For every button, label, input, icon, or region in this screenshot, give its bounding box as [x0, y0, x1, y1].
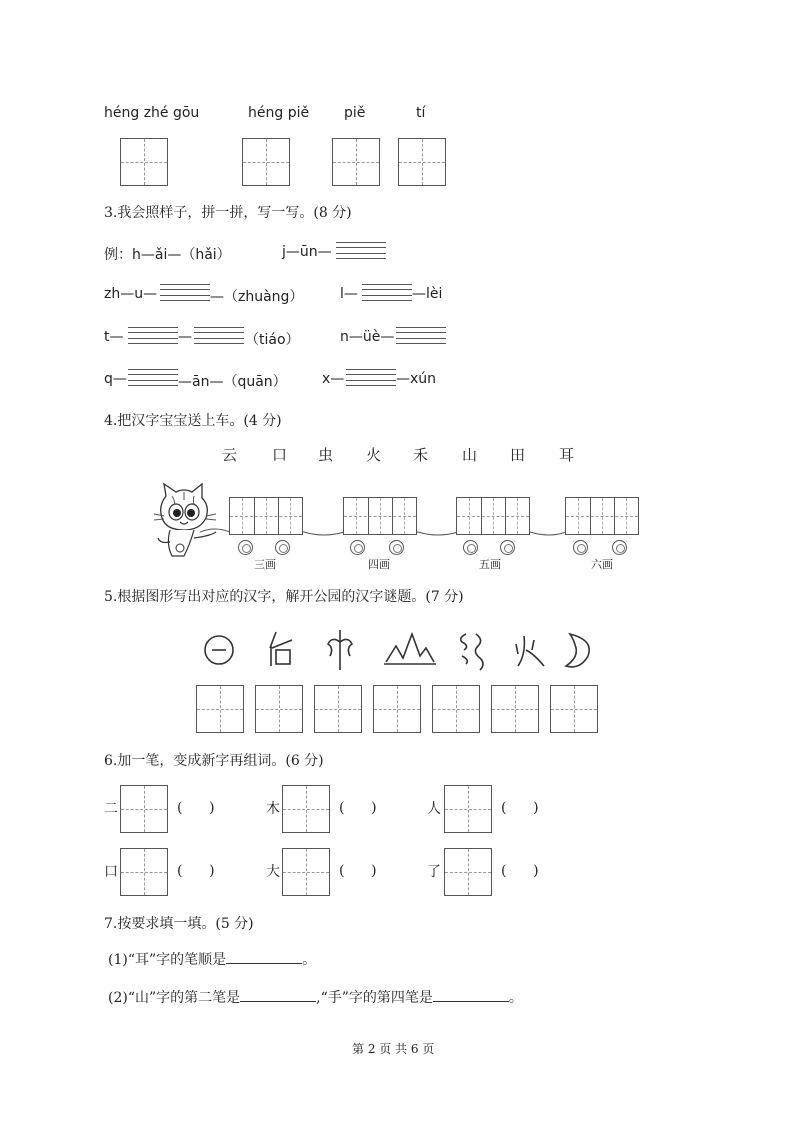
q6-base-char: 口 — [104, 864, 118, 880]
writing-box[interactable] — [491, 685, 539, 733]
q3-item-xun-suffix: —xún — [396, 371, 437, 387]
answer-blank[interactable] — [226, 950, 302, 964]
q3-item-xun-prefix: x— — [322, 371, 345, 387]
writing-box[interactable] — [242, 138, 290, 186]
stone-pictogram-icon — [270, 632, 292, 666]
wheel-icon — [500, 540, 515, 555]
writing-box[interactable] — [282, 785, 330, 833]
wheel-icon — [238, 540, 253, 555]
wagon-label: 三画 — [254, 558, 276, 571]
q6-base-char: 大 — [266, 864, 280, 880]
q6-base-char: 二 — [104, 801, 118, 817]
q3-item-tiao-prefix: t— — [104, 329, 124, 345]
train-wagon-five-strokes[interactable] — [456, 497, 530, 535]
question-7-title: 7.按要求填一填。(5 分) — [104, 916, 254, 932]
pictogram-row — [200, 626, 610, 672]
stroke-name-ti: tí — [416, 105, 426, 121]
train-wagon-four-strokes[interactable] — [343, 497, 417, 535]
writing-box[interactable] — [398, 138, 446, 186]
q7-line-2 — [108, 988, 523, 1007]
q3-item-tiao-suffix: （tiáo） — [245, 332, 300, 348]
writing-box[interactable] — [282, 848, 330, 896]
wagon-label: 五画 — [479, 558, 501, 571]
q6-base-char: 木 — [266, 801, 280, 817]
fire-pictogram-icon — [516, 636, 544, 666]
q4-char: 山 — [462, 446, 478, 464]
writing-box[interactable] — [550, 685, 598, 733]
writing-box[interactable] — [120, 785, 168, 833]
q3-item-zhuang-suffix: —（zhuàng） — [210, 289, 304, 305]
q3-item-nue-prefix: n—üè— — [340, 329, 395, 345]
question-4-title: 4.把汉字宝宝送上车。(4 分) — [104, 413, 282, 429]
q7-line-1 — [108, 950, 316, 969]
q4-char: 禾 — [413, 446, 429, 464]
wheel-icon — [275, 540, 290, 555]
wagon-label: 四画 — [368, 558, 390, 571]
q3-item-zhuang-prefix: zh—u— — [104, 286, 158, 302]
wheel-icon — [463, 540, 478, 555]
writing-box[interactable] — [373, 685, 421, 733]
page-footer: 第 2 页 共 6 页 — [352, 1042, 435, 1056]
q6-base-char: 了 — [427, 864, 441, 880]
q4-char: 耳 — [559, 446, 575, 464]
answer-blank[interactable] — [433, 988, 509, 1002]
q4-char: 云 — [222, 446, 238, 464]
water-pictogram-icon — [461, 634, 483, 670]
wheel-icon — [612, 540, 627, 555]
writing-box[interactable] — [432, 685, 480, 733]
q7-line-2-end: 。 — [508, 990, 523, 1006]
q7-line-1-end: 。 — [302, 952, 317, 968]
word-answer-blank[interactable]: ( ) — [501, 800, 539, 816]
writing-box[interactable] — [120, 138, 168, 186]
pinyin-four-line-grid[interactable] — [346, 369, 396, 386]
train-wagon-six-strokes[interactable] — [565, 497, 639, 535]
q3-item-quan-prefix: q— — [104, 371, 127, 387]
word-answer-blank[interactable]: ( ) — [339, 800, 377, 816]
pinyin-four-line-grid[interactable] — [194, 327, 244, 344]
q3-item-jun-prefix: j—ūn— — [282, 244, 332, 260]
answer-blank[interactable] — [240, 988, 316, 1002]
question-5-title: 5.根据图形写出对应的汉字，解开公园的汉字谜题。(7 分) — [104, 589, 464, 605]
pinyin-four-line-grid[interactable] — [362, 284, 412, 301]
word-answer-blank[interactable]: ( ) — [177, 800, 215, 816]
wheel-icon — [573, 540, 588, 555]
stroke-name-pie: piě — [344, 105, 366, 121]
q6-base-char: 人 — [427, 801, 441, 817]
writing-box[interactable] — [444, 785, 492, 833]
q3-item-quan-suffix: —ān—（quān） — [178, 374, 287, 390]
q4-char: 虫 — [318, 446, 334, 464]
q4-char: 田 — [510, 446, 526, 464]
word-answer-blank[interactable]: ( ) — [501, 863, 539, 879]
pinyin-four-line-grid[interactable] — [396, 327, 446, 344]
q3-example: 例：h—ǎi—（hǎi） — [104, 247, 231, 263]
writing-box[interactable] — [444, 848, 492, 896]
writing-box[interactable] — [120, 848, 168, 896]
word-answer-blank[interactable]: ( ) — [339, 863, 377, 879]
q3-item-lei-prefix: l— — [340, 286, 358, 302]
pinyin-four-line-grid[interactable] — [336, 242, 386, 259]
q7-line-2-mid: ,“手”字的第四笔是 — [316, 990, 433, 1006]
q3-item-lei-suffix: —lèi — [412, 286, 443, 302]
train-wagon-three-strokes[interactable] — [229, 497, 303, 535]
pinyin-four-line-grid[interactable] — [160, 284, 210, 301]
tree-pictogram-icon — [328, 630, 352, 670]
q7-line-1-text: (1)“耳”字的笔顺是 — [108, 952, 227, 968]
wheel-icon — [350, 540, 365, 555]
question-3-title: 3.我会照样子，拼一拼，写一写。(8 分) — [104, 205, 352, 221]
word-answer-blank[interactable]: ( ) — [177, 863, 215, 879]
wheel-icon — [389, 540, 404, 555]
mountain-pictogram-icon — [384, 634, 436, 664]
writing-box[interactable] — [332, 138, 380, 186]
stroke-name-heng-pie: héng piě — [248, 105, 310, 121]
cat-illustration — [150, 482, 220, 560]
q7-line-2-text: (2)“山”字的第二笔是 — [108, 990, 241, 1006]
question-6-title: 6.加一笔，变成新字再组词。(6 分) — [104, 753, 324, 769]
pinyin-four-line-grid[interactable] — [128, 369, 178, 386]
stroke-name-heng-zhe-gou: héng zhé gōu — [104, 105, 200, 121]
moon-pictogram-icon — [566, 634, 589, 667]
q3-item-tiao-mid: — — [178, 329, 192, 345]
q4-char: 口 — [272, 446, 288, 464]
writing-box[interactable] — [255, 685, 303, 733]
writing-box[interactable] — [314, 685, 362, 733]
wagon-label: 六画 — [591, 558, 613, 571]
writing-box[interactable] — [196, 685, 244, 733]
q4-char: 火 — [366, 446, 382, 464]
sun-pictogram-icon — [205, 636, 233, 664]
pinyin-four-line-grid[interactable] — [128, 327, 178, 344]
